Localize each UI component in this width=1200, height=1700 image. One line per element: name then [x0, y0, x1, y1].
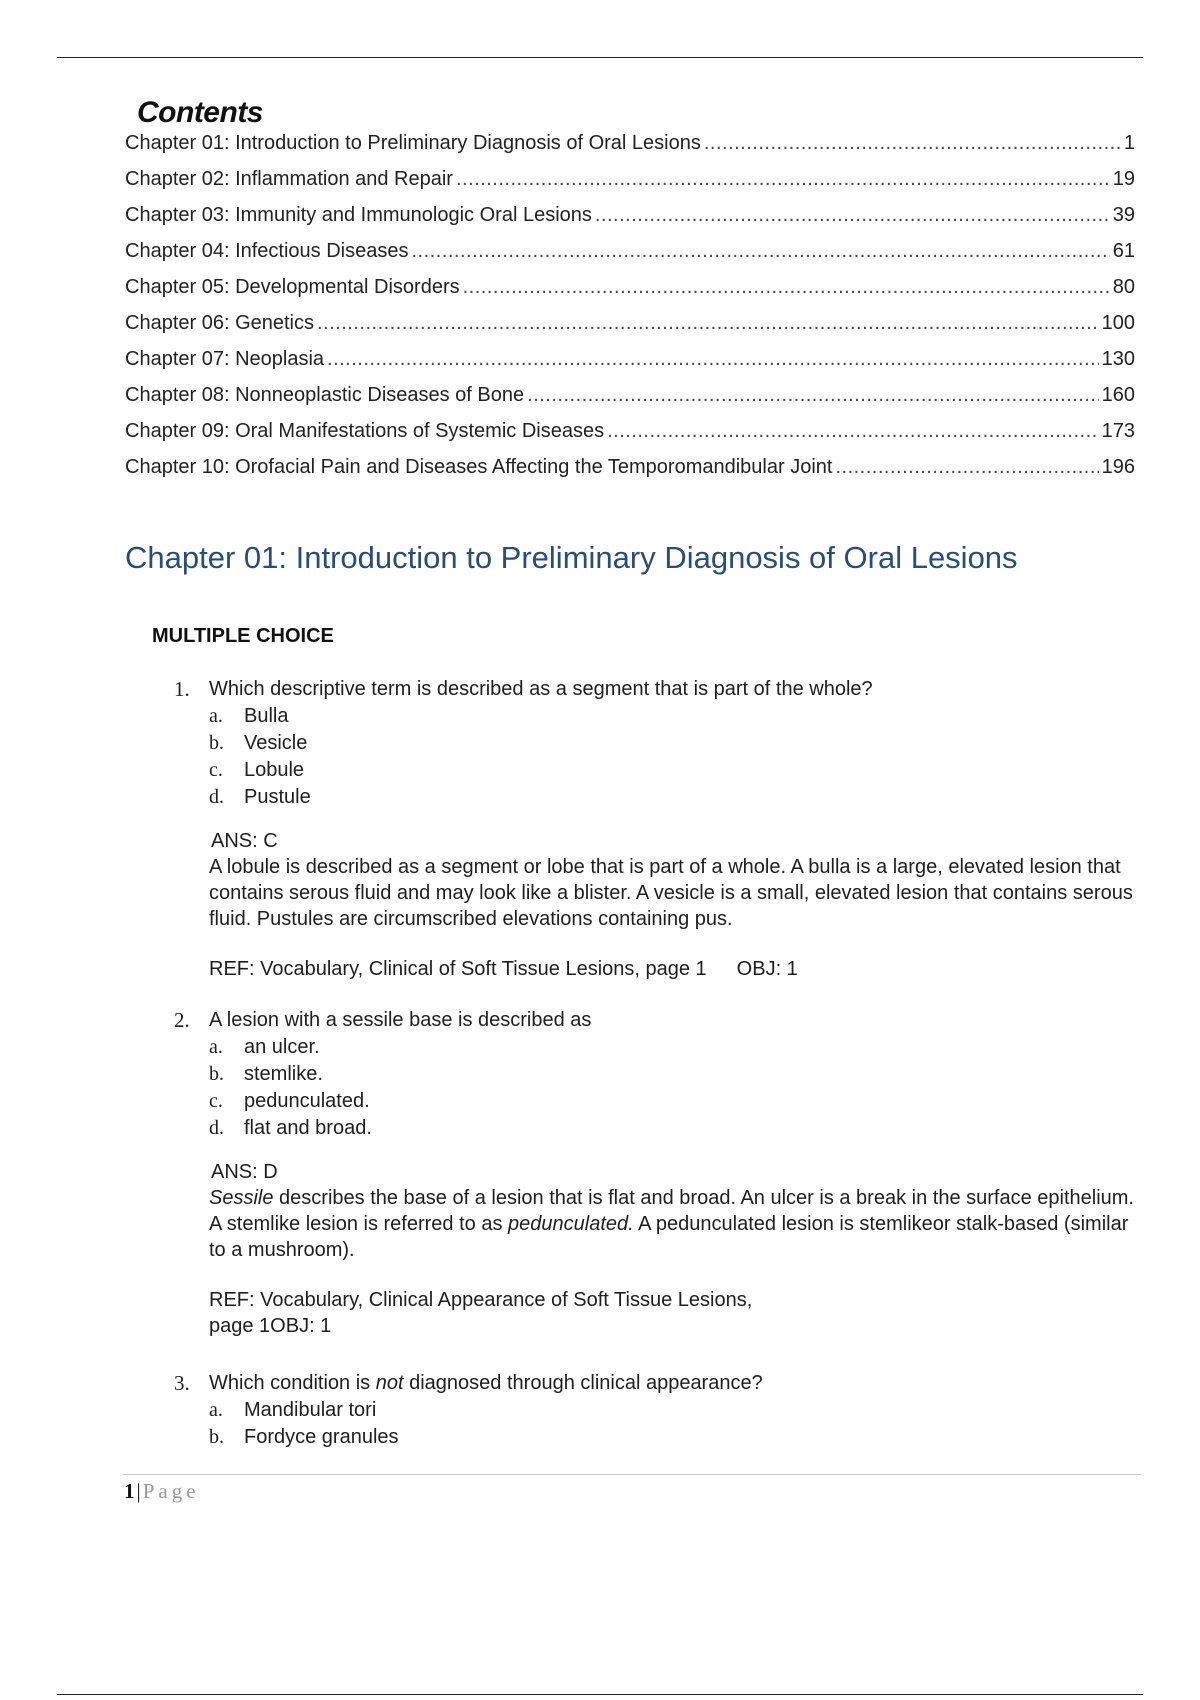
question-stem	[174, 676, 1134, 703]
toc-entry[interactable]	[125, 168, 1135, 204]
answer-option	[174, 784, 1134, 811]
question-stem	[174, 1007, 1134, 1034]
question-2	[174, 1007, 1134, 1339]
toc-entry[interactable]	[125, 312, 1135, 348]
page-label: Page	[142, 1479, 200, 1503]
emphasized-term: not	[375, 1372, 404, 1394]
reference-text: REF: Vocabulary, Clinical of Soft Tissue Lesions, page 1	[209, 958, 707, 980]
bottom-rule	[57, 1694, 1143, 1695]
option-letter: d.	[209, 1117, 224, 1139]
toc-leader	[595, 204, 1110, 227]
option-letter: b.	[209, 732, 224, 754]
toc-entry-title: Chapter 06: Genetics	[125, 312, 314, 334]
toc-entry[interactable]	[125, 420, 1135, 456]
toc-entry[interactable]	[125, 240, 1135, 276]
toc-leader	[607, 420, 1099, 443]
answer-option	[174, 1034, 1134, 1061]
answer-option	[174, 1424, 1134, 1451]
option-text: stemlike.	[244, 1063, 323, 1085]
option-text: Fordyce granules	[244, 1426, 399, 1448]
toc-entry-title: Chapter 05: Developmental Disorders	[125, 276, 460, 298]
toc-entry-title: Chapter 08: Nonneoplastic Diseases of Bone	[125, 384, 525, 406]
answer-options	[174, 1034, 1134, 1142]
explanation-text: describes the base of a lesion that is flat and broad. An ulcer is a break in the surface epithelium. A stemlike lesion is referred to as	[209, 1187, 1134, 1235]
toc-entry-title: Chapter 02: Inflammation and Repair	[125, 168, 453, 190]
question-1	[174, 676, 1134, 982]
toc-leader	[456, 168, 1110, 191]
toc-leader	[463, 276, 1110, 299]
answer-option	[174, 1088, 1134, 1115]
answer-explanation: A lobule is described as a segment or lobe that is part of a whole. A bulla is a large, elevated lesion that contains serous fluid and may look like a blister. A vesicle is a small, elevated lesion that contains serous fluid. Pustules are circumscribed elevations containing pus.	[209, 856, 1133, 930]
question-number: 3.	[174, 1371, 190, 1395]
option-text: Vesicle	[244, 732, 308, 754]
reference-text: REF: Vocabulary, Clinical Appearance of Soft Tissue Lesions,	[209, 1289, 753, 1311]
toc-entry-page: 39	[1112, 204, 1135, 226]
question-number: 2.	[174, 1008, 190, 1032]
option-letter: c.	[209, 759, 223, 781]
toc-entry[interactable]	[125, 132, 1135, 168]
option-text: Lobule	[244, 759, 305, 781]
option-letter: d.	[209, 786, 224, 808]
question-text: Which condition is	[209, 1372, 376, 1394]
option-text: Bulla	[244, 705, 289, 727]
toc-entry-page: 130	[1101, 348, 1135, 370]
option-letter: a.	[209, 1399, 223, 1421]
toc-leader	[704, 132, 1121, 155]
answer-option	[174, 1061, 1134, 1088]
question-text: diagnosed through clinical appearance?	[403, 1372, 763, 1394]
toc-entry-title: Chapter 04: Infectious Diseases	[125, 240, 409, 262]
emphasized-term: Sessile	[209, 1187, 274, 1209]
toc-entry[interactable]	[125, 456, 1135, 492]
toc-entry-title: Chapter 03: Immunity and Immunologic Oral Lesions	[125, 204, 592, 226]
toc-entry-page: 160	[1101, 384, 1135, 406]
objective-text: OBJ: 1	[736, 958, 798, 980]
toc-entry[interactable]	[125, 204, 1135, 240]
toc-leader	[835, 456, 1098, 479]
answer-options	[174, 1397, 1134, 1451]
chapter-heading: Chapter 01: Introduction to Preliminary Diagnosis of Oral Lesions	[125, 540, 1018, 575]
toc-entry-title: Chapter 09: Oral Manifestations of Systemic Diseases	[125, 420, 605, 442]
option-text: pedunculated.	[244, 1090, 370, 1112]
answer-key: ANS: D	[211, 1161, 278, 1183]
toc-entry-title: Chapter 07: Neoplasia	[125, 348, 325, 370]
section-label: MULTIPLE CHOICE	[152, 625, 334, 647]
answer-explanation	[174, 1185, 1134, 1263]
toc-entry[interactable]	[125, 276, 1135, 312]
toc-leader	[317, 312, 1099, 335]
emphasized-term: pedunculated.	[508, 1213, 634, 1235]
toc-leader	[327, 348, 1099, 371]
question-text: A lesion with a sessile base is described as	[209, 1009, 592, 1031]
toc-title: Contents	[137, 96, 263, 129]
option-letter: b.	[209, 1063, 224, 1085]
page-number: 1	[124, 1479, 135, 1503]
toc-entry-page: 19	[1112, 168, 1135, 190]
top-rule	[57, 57, 1143, 58]
toc-entry-page: 100	[1101, 312, 1135, 334]
toc-entry[interactable]	[125, 348, 1135, 384]
answer-options	[174, 703, 1134, 811]
toc-entry-page: 196	[1101, 456, 1135, 478]
toc-entry-page: 61	[1112, 240, 1135, 262]
answer-option	[174, 730, 1134, 757]
option-letter: c.	[209, 1090, 223, 1112]
question-3	[174, 1370, 1134, 1451]
answer-option	[174, 757, 1134, 784]
toc-leader	[412, 240, 1110, 263]
option-text: Mandibular tori	[244, 1399, 377, 1421]
page-footer	[124, 1479, 200, 1504]
footer-separator: |	[136, 1479, 141, 1503]
reference-line	[174, 1287, 1134, 1339]
toc-entry-title: Chapter 01: Introduction to Preliminary Diagnosis of Oral Lesions	[125, 132, 701, 154]
toc-leader	[527, 384, 1098, 407]
option-letter: a.	[209, 1036, 223, 1058]
toc-entry[interactable]	[125, 384, 1135, 420]
answer-option	[174, 1397, 1134, 1424]
question-text: Which descriptive term is described as a segment that is part of the whole?	[209, 678, 873, 700]
answer-key: ANS: C	[211, 830, 278, 852]
option-letter: a.	[209, 705, 223, 727]
explanation-text: A pedunculated lesion is stemlikeor stalk-based (similar to a mushroom).	[209, 1213, 1129, 1261]
answer-option	[174, 703, 1134, 730]
question-number: 1.	[174, 677, 190, 701]
toc-entry-title: Chapter 10: Orofacial Pain and Diseases Affecting the Temporomandibular Joint	[125, 456, 833, 478]
toc-entry-page: 1	[1123, 132, 1135, 154]
answer-option	[174, 1115, 1134, 1142]
reference-line	[174, 956, 1134, 982]
footer-rule	[122, 1474, 1142, 1475]
option-text: an ulcer.	[244, 1036, 320, 1058]
option-letter: b.	[209, 1426, 224, 1448]
toc-list	[125, 132, 1135, 492]
option-text: flat and broad.	[244, 1117, 372, 1139]
question-stem	[174, 1370, 1134, 1397]
toc-entry-page: 173	[1101, 420, 1135, 442]
reference-text: page 1OBJ: 1	[209, 1315, 332, 1337]
toc-entry-page: 80	[1112, 276, 1135, 298]
option-text: Pustule	[244, 786, 311, 808]
